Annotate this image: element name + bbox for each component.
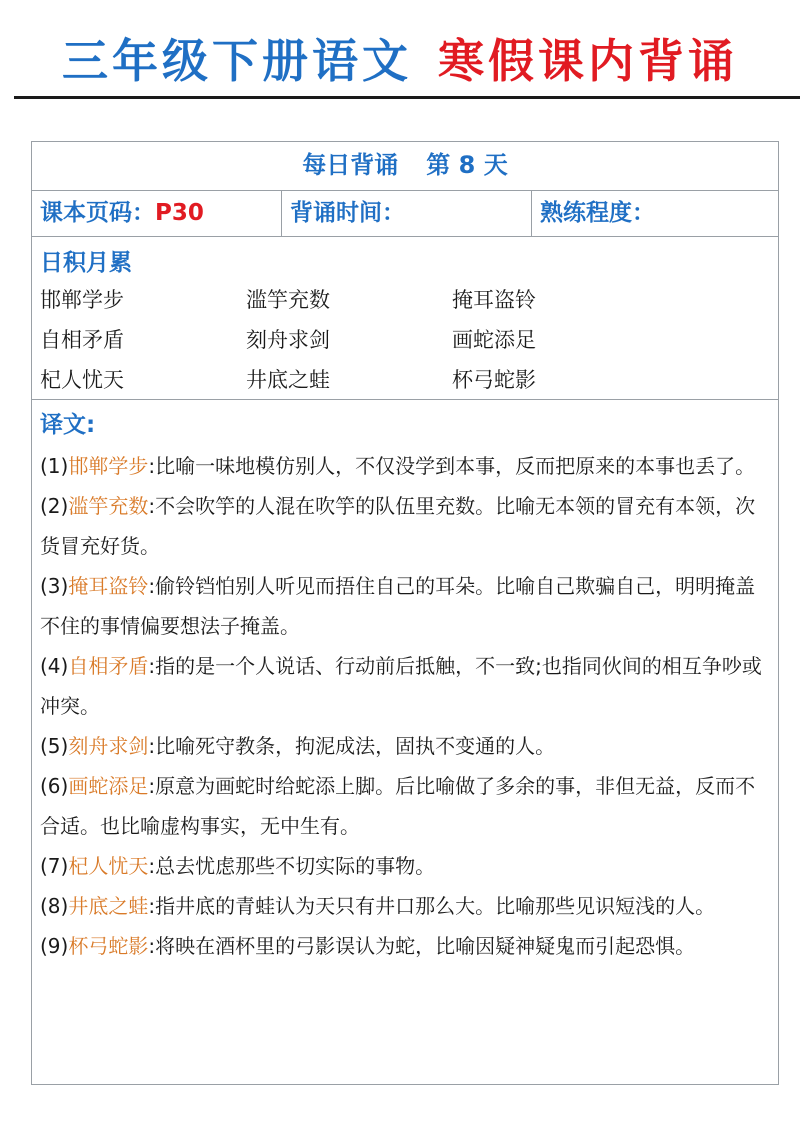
card-title-row [32, 142, 778, 191]
entry-term: 自相矛盾 [68, 654, 149, 678]
translation-entry [40, 726, 772, 766]
entry-term: 滥竽充数 [68, 494, 149, 518]
entry-term: 掩耳盗铃 [68, 574, 149, 598]
translation-entry [40, 926, 772, 966]
translation-entry [40, 766, 772, 846]
translation-entry [40, 486, 772, 566]
idiom-item: 邯郸学步 [40, 288, 124, 312]
info-row [32, 190, 778, 237]
translation-entry [40, 646, 772, 726]
idiom-item: 刻舟求剑 [246, 328, 330, 352]
entry-term: 刻舟求剑 [68, 734, 149, 758]
translation-list [40, 446, 772, 966]
entry-number: (4) [40, 654, 69, 678]
idiom-item: 杞人忧天 [40, 368, 124, 392]
idiom-item: 自相矛盾 [40, 328, 124, 352]
time-label: 背诵时间： [290, 200, 405, 226]
header-title-red: 寒假课内背诵 [438, 34, 738, 88]
translation-entry [40, 446, 772, 486]
card-day: 第 8 天 [426, 151, 508, 179]
entry-text: :比喻一味地模仿别人，不仅没学到本事，反而把原来的本事也丢了。 [148, 454, 756, 478]
card-title: 每日背诵 [302, 151, 399, 179]
header-title-blue: 三年级下册语文 [62, 34, 412, 88]
recitation-card [31, 141, 779, 1085]
entry-text: :偷铃铛怕别人听见而捂住自己的耳朵。比喻自己欺骗自己，明明掩盖不住的事情偏要想法子掩盖。 [40, 574, 756, 638]
proficiency-cell [532, 190, 778, 236]
entry-number: (3) [40, 574, 69, 598]
header-divider [14, 96, 800, 99]
entry-number: (1) [40, 454, 69, 478]
entry-term: 井底之蛙 [68, 894, 149, 918]
proficiency-label: 熟练程度： [540, 200, 655, 226]
entry-term: 杞人忧天 [68, 854, 149, 878]
entry-number: (6) [40, 774, 69, 798]
entry-text: :不会吹竽的人混在吹竽的队伍里充数。比喻无本领的冒充有本领，次货冒充好货。 [40, 494, 756, 558]
idiom-item: 滥竽充数 [246, 288, 330, 312]
entry-term: 邯郸学步 [68, 454, 149, 478]
translation-heading: 译文: [40, 412, 96, 438]
translation-entry [40, 566, 772, 646]
entry-text: :指的是一个人说话、行动前后抵触，不一致;也指同伙间的相互争吵或冲突。 [40, 654, 762, 718]
entry-term: 杯弓蛇影 [68, 934, 149, 958]
entry-number: (5) [40, 734, 69, 758]
page-value: P30 [155, 200, 204, 226]
translation-section [32, 400, 778, 1084]
idioms-section [32, 236, 778, 400]
page-cell [32, 190, 282, 236]
entry-text: :指井底的青蛙认为天只有井口那么大。比喻那些见识短浅的人。 [148, 894, 716, 918]
entry-text: :比喻死守教条，拘泥成法，固执不变通的人。 [148, 734, 556, 758]
entry-text: :原意为画蛇时给蛇添上脚。后比喻做了多余的事，非但无益，反而不合适。也比喻虚构事实，无中生有。 [40, 774, 756, 838]
entry-text: :将映在酒杯里的弓影误认为蛇，比喻因疑神疑鬼而引起恐惧。 [148, 934, 696, 958]
entry-term: 画蛇添足 [68, 774, 149, 798]
entry-number: (2) [40, 494, 69, 518]
translation-entry [40, 846, 772, 886]
idiom-item: 杯弓蛇影 [452, 368, 536, 392]
idiom-item: 画蛇添足 [452, 328, 536, 352]
entry-number: (8) [40, 894, 69, 918]
page-label: 课本页码： [40, 200, 155, 226]
idiom-item: 井底之蛙 [246, 368, 330, 392]
entry-number: (9) [40, 934, 69, 958]
entry-number: (7) [40, 854, 69, 878]
page-header [0, 30, 800, 92]
translation-entry [40, 886, 772, 926]
time-cell [282, 190, 532, 236]
idioms-heading: 日积月累 [40, 250, 132, 276]
entry-text: :总去忧虑那些不切实际的事物。 [148, 854, 436, 878]
idiom-item: 掩耳盗铃 [452, 288, 536, 312]
